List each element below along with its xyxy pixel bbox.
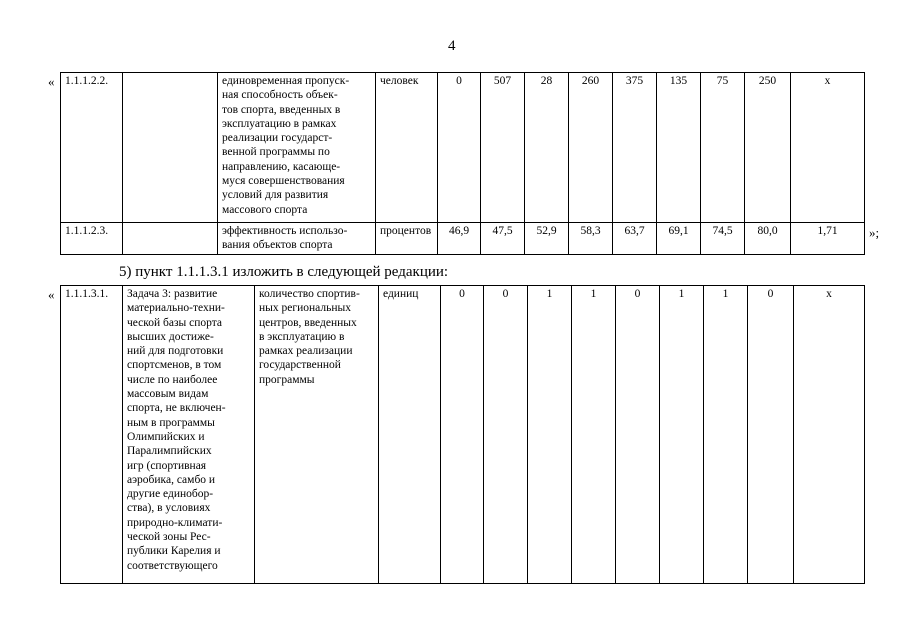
- row-task: Задача 3: развитие материально-техни- ческой базы спорта высших достиже- ний для подготовки спортсменов, в том числе по наиболее массовым видам спорта, не включен- ным в программы Олимпийских и Паралимпийских игр (спортивная аэробика, самбо и другие единобор- ства), в условиях природно-климати- ческой зоны Рес- публики Карелия и соответствующего: [123, 286, 255, 584]
- row-unit: процентов: [376, 223, 438, 255]
- value-cell: 58,3: [569, 223, 613, 255]
- value-cell: x: [791, 73, 865, 223]
- value-cell: 1: [528, 286, 572, 584]
- row-task: [123, 73, 218, 223]
- open-quote: «: [48, 287, 55, 302]
- row-indicator: количество спортив- ных региональных центров, введенных в эксплуатацию в рамках реализации государственной программы: [255, 286, 379, 584]
- value-cell: 0: [616, 286, 660, 584]
- row-code: 1.1.1.3.1.: [61, 286, 123, 584]
- row-code: 1.1.1.2.2.: [61, 73, 123, 223]
- open-quote: «: [48, 74, 55, 89]
- value-cell: x: [794, 286, 865, 584]
- row-unit: человек: [376, 73, 438, 223]
- value-cell: 0: [748, 286, 794, 584]
- value-cell: 1: [704, 286, 748, 584]
- amendment-heading: 5) пункт 1.1.1.3.1 изложить в следующей редакции:: [119, 264, 449, 280]
- value-cell: 1: [660, 286, 704, 584]
- value-cell: 80,0: [745, 223, 791, 255]
- table-row: [61, 223, 865, 255]
- row-code: 1.1.1.2.3.: [61, 223, 123, 255]
- value-cell: 1: [572, 286, 616, 584]
- table-row: [61, 286, 865, 584]
- indicators-table-1: [60, 72, 865, 255]
- value-cell: 135: [657, 73, 701, 223]
- value-cell: 260: [569, 73, 613, 223]
- value-cell: 52,9: [525, 223, 569, 255]
- value-cell: 74,5: [701, 223, 745, 255]
- value-cell: 0: [484, 286, 528, 584]
- value-cell: 507: [481, 73, 525, 223]
- value-cell: 0: [441, 286, 484, 584]
- value-cell: 47,5: [481, 223, 525, 255]
- table-row: [61, 73, 865, 223]
- value-cell: 46,9: [438, 223, 481, 255]
- value-cell: 0: [438, 73, 481, 223]
- value-cell: 250: [745, 73, 791, 223]
- indicators-table-2: [60, 285, 865, 584]
- row-task: [123, 223, 218, 255]
- row-indicator: единовременная пропуск- ная способность объек- тов спорта, введенных в эксплуатацию в рамках реализации государст- венной программы по направлению, касающе- муся совершенствования условий для развития массового спорта: [218, 73, 376, 223]
- value-cell: 28: [525, 73, 569, 223]
- close-quote: »;: [869, 225, 880, 240]
- page-number: 4: [448, 38, 456, 54]
- value-cell: 375: [613, 73, 657, 223]
- value-cell: 63,7: [613, 223, 657, 255]
- value-cell: 1,71: [791, 223, 865, 255]
- value-cell: 69,1: [657, 223, 701, 255]
- value-cell: 75: [701, 73, 745, 223]
- row-indicator: эффективность использо- вания объектов спорта: [218, 223, 376, 255]
- row-unit: единиц: [379, 286, 441, 584]
